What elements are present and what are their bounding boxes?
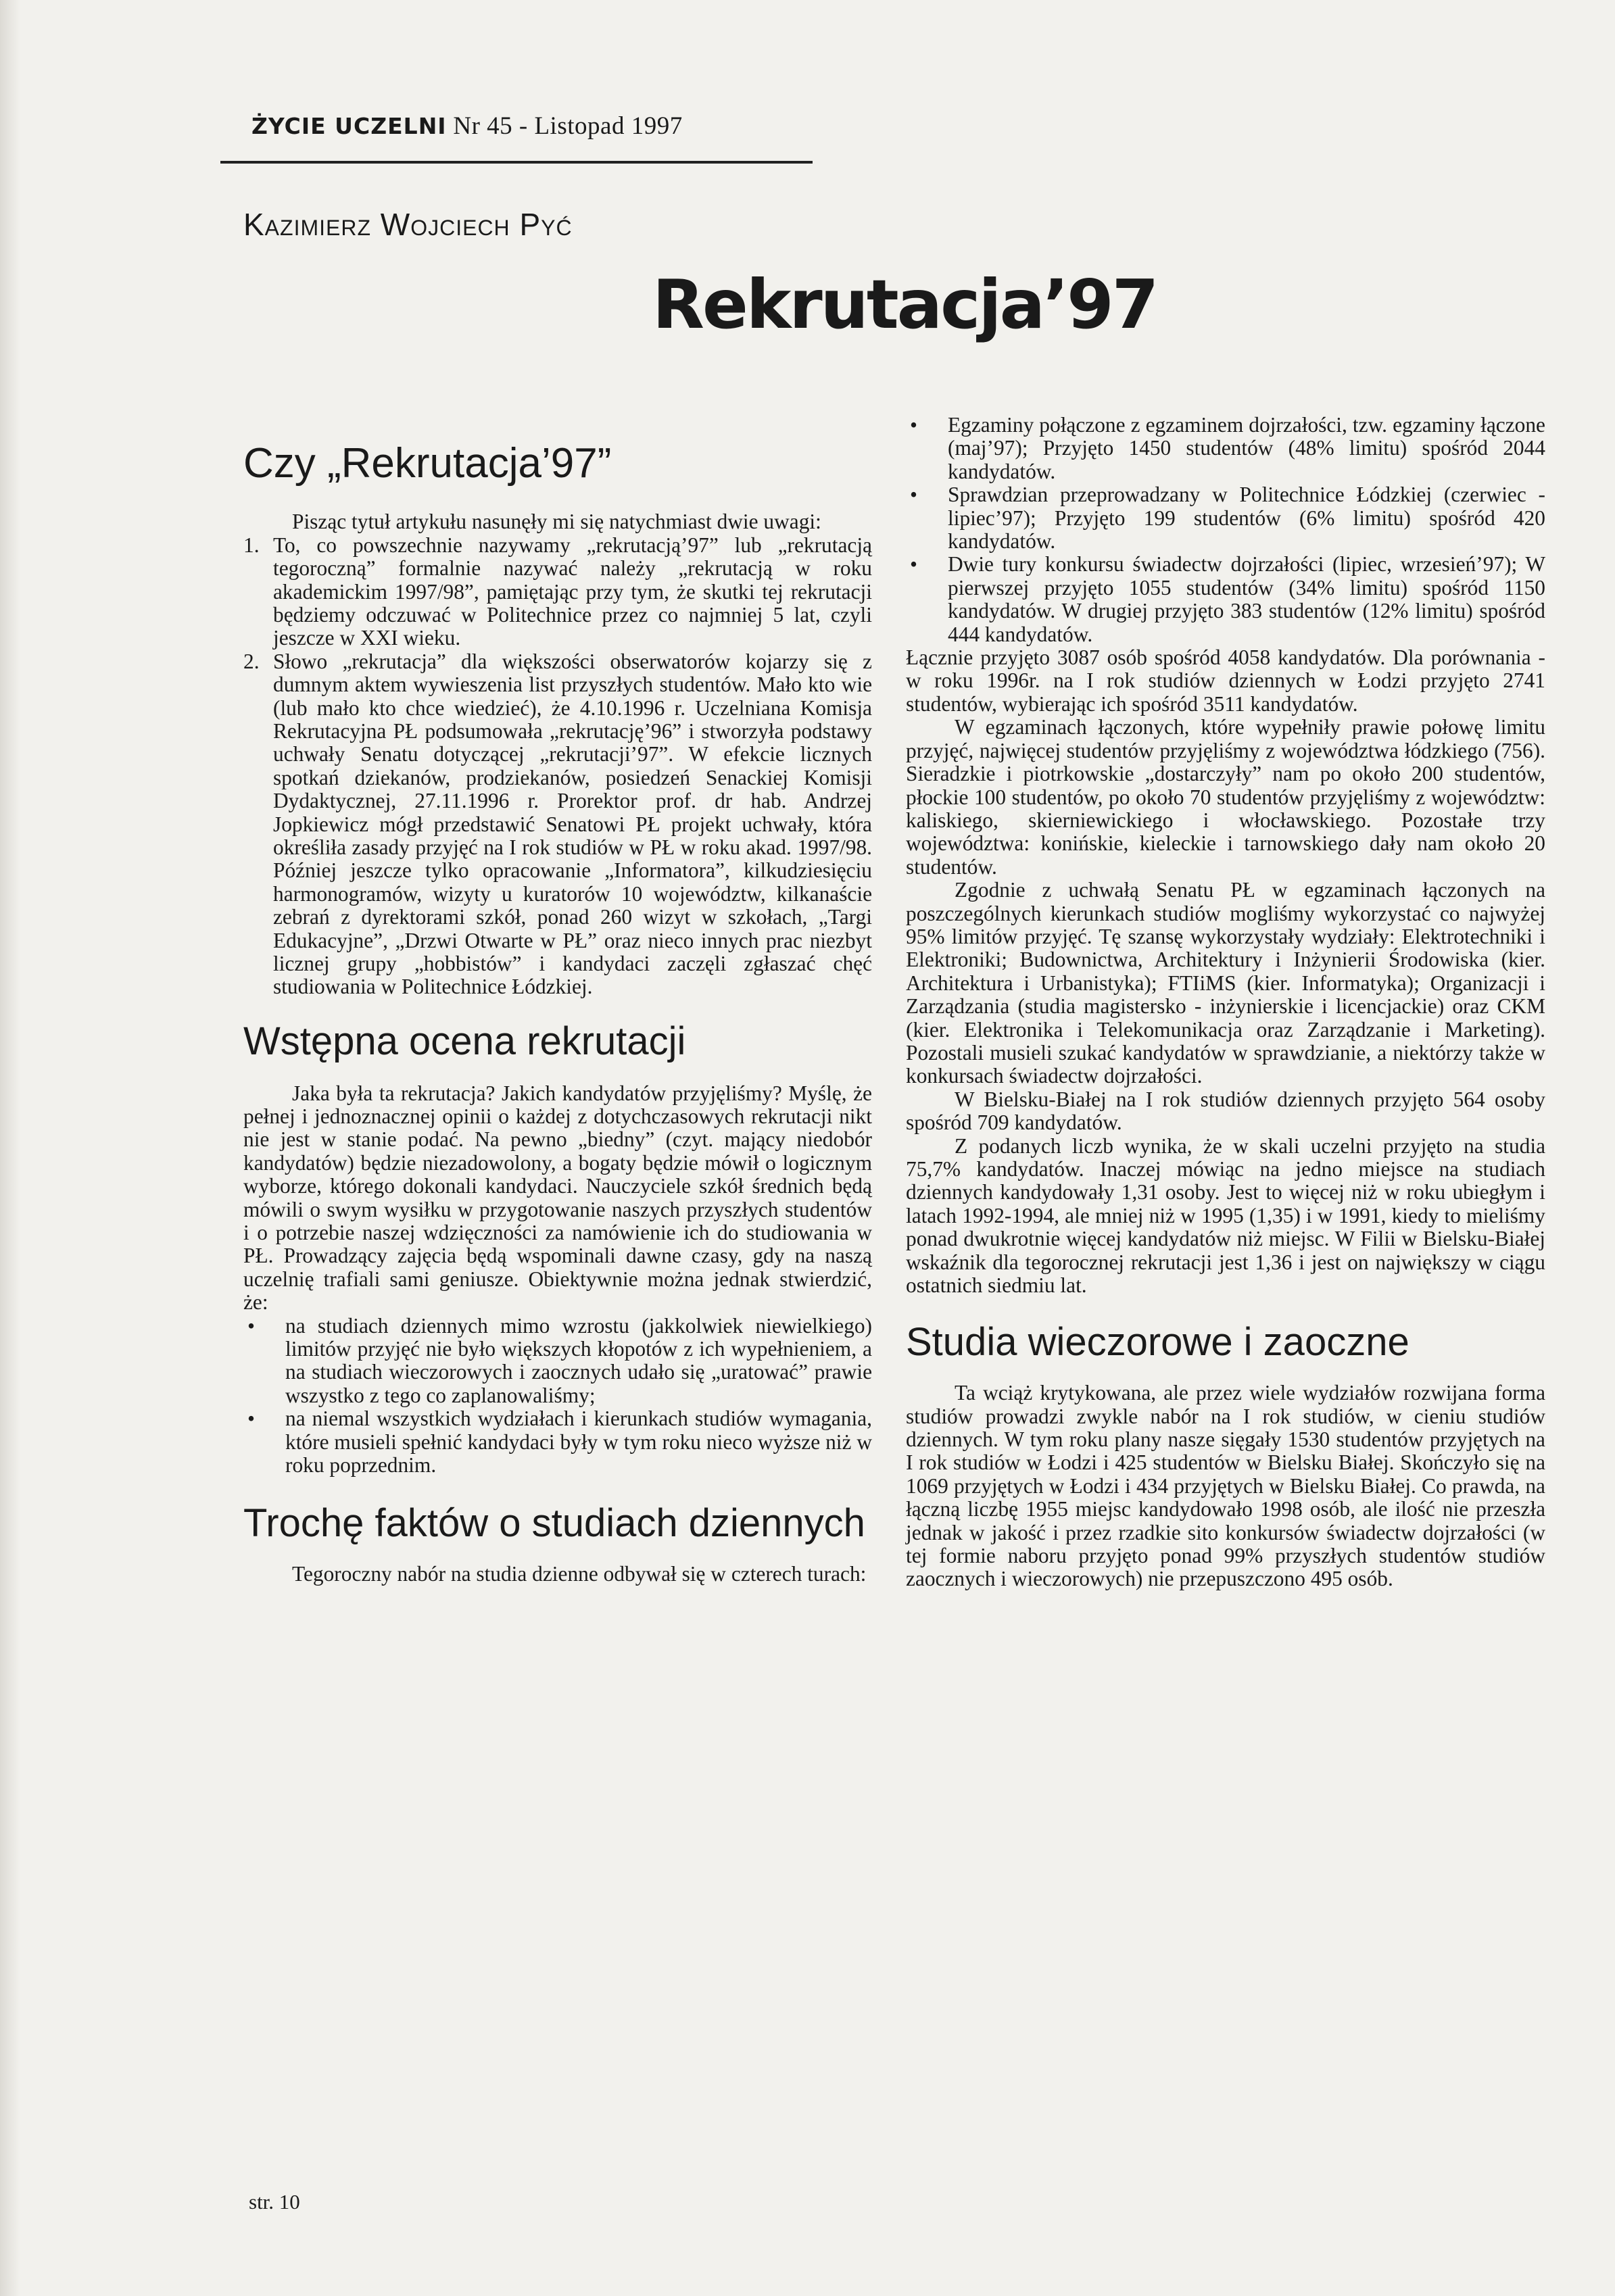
list-item: • na studiach dziennych mimo wzrostu (jakkolwiek niewielkiego) limitów przyjęć nie było większych kłopotów z ich wypełnieniem, a na studiach wieczorowych i zaocznych udało się „uratować” prawie wszystko z tego co zaplanowaliśmy; (285, 1315, 872, 1408)
list-text: Słowo „rekrutacja” dla większości obserwatorów kojarzy się z dumnym aktem wywieszenia list przyszłych studentów. Mało kto wie (lub mało kto chce wiedzieć), że 4.10.1996 r. Uczelniana Komisja Rekrutacyjna PŁ podsumowała „rekrutację’96” i stworzyła podstawy uchwały Senatu dotyczącej „rekrutacji’97”. W efekcie licznych spotkań dziekanów, prodziekanów, posiedzeń Senackiej Komisji Dydaktycznej, 27.11.1996 r. Prorektor prof. dr hab. Andrzej Jopkiewicz mógł przedstawić Senatowi PŁ projekt uchwały, która określiła zasady przyjęć na I rok studiów w PŁ w roku akad. 1997/98. Później jeszcze tylko opracowanie „Informatora”, kilkudziesięciu harmonogramów, wizyty u kuratorów 10 województw, kilkanaście zebrań z dyrektorami szkół, ponad 260 wizyt w szkołach, „Targi Edukacyjne”, „Drzwi Otwarte w PŁ” oraz nieco innych prac niezbyt licznej grupy „hobbistów” i kandydaci zaczęli zgłaszać chęć studiowania w Politechnice Łódzkiej. (273, 649, 872, 999)
author-name: Kazimierz Wojciech Pyć (243, 207, 573, 242)
list-item: • Egzaminy połączone z egzaminem dojrzałości, tzw. egzaminy łączone (maj’97); Przyjęto 1450 studentów (48% limitu) spośród 2044 kandydatów. (948, 414, 1545, 483)
paragraph: Jaka była ta rekrutacja? Jakich kandydatów przyjęliśmy? Myślę, że pełnej i jednoznacznej opinii o każdej z dotychczasowych rekrutacji nikt nie jest w stanie podać. Na pewno „biedny” (czyt. mający niedobór kandydatów) będzie niezadowolony, a bogaty będzie mówił o logicznym wyborze, którego dokonali kandydaci. Nauczyciele szkół średnich będą mówili o swym wysiłku w przygotowanie naszych przyszłych studentów i o potrzebie naszej wdzięczności za namówienie ich do studiowania w PŁ. Prowadzący zajęcia będą wspominali dawne czasy, gdy na naszą uczelnię trafiali sami geniusze. Obiektywnie można jednak stwierdzić, że: (243, 1081, 872, 1315)
paragraph: W Bielsku-Białej na I rok studiów dziennych przyjęto 564 osoby spośród 709 kandydatów. (906, 1087, 1545, 1135)
issue-info: Nr 45 - Listopad 1997 (453, 112, 683, 140)
paragraph: Ta wciąż krytykowana, ale przez wiele wydziałów rozwijana forma studiów prowadzi zwykle nabór na I rok studiów, w cieniu studiów dziennych. W tym roku plany nasze sięgały 1530 studentów przyjętych na I rok studiów w Łodzi i 425 studentów w Bielsku Białej. Skończyło się na 1069 przyjętych w Łodzi i 434 przyjętych w Bielsku Białej. Co prawda, na łączną liczbę 1955 miejsc kandydowało 1998 osób, ale ilość nie przeszła jednak w jakość i przez rzadkie sito konkursów świadectw dojrzałości (w tej formie naboru przyjęto ponad 99% przyszłych studentów studiów zaocznych i wieczorowych) nie przepuszczono 495 osób. (906, 1381, 1545, 1591)
section-heading: Trochę faktów o studiach dziennych (243, 1501, 865, 1546)
article-title: Rekrutacja’97 (652, 265, 1157, 344)
list-item: • na niemal wszystkich wydziałach i kierunkach studiów wymagania, które musieli spełnić kandydaci były w tym roku nieco wyższe niż w roku poprzednim. (285, 1407, 872, 1477)
section-heading: Studia wieczorowe i zaoczne (906, 1320, 1409, 1365)
paragraph: W egzaminach łączonych, które wypełniły prawie połowę limitu przyjęć, najwięcej studentów przyjęliśmy z województwa łódzkiego (756). Sieradzkie i piotrkowskie „dostarczyły” nam po około 200 studentów, płockie 100 studentów, po około 70 studentów przyjęliśmy z województw: kaliskiego, skierniewickiego i włocławskiego. Pozostałe trzy województwa: konińskie, kieleckie i tarnowskiego dały nam około 20 studentów. (906, 715, 1545, 879)
list-item: • Dwie tury konkursu świadectw dojrzałości (lipiec, wrzesień’97); W pierwszej przyjęto 1055 studentów (34% limitu) spośród 1150 kandydatów. W drugiej przyjęto 383 studentów (12% limitu) spośród 444 kandydatów. (948, 553, 1545, 646)
list-text: To, co powszechnie nazywamy „rekrutacją’97” lub „rekrutacją tegoroczną” formalnie nazywać należy „rekrutacją w roku akademickim 1997/98”, pamiętając przy tym, że skutki tej rekrutacji będziemy odczuwać w Politechnice przez co najmniej 5 lat, czyli jeszcze w XXI wieku. (273, 533, 872, 650)
list-number: 2. (243, 649, 260, 673)
paragraph: Tegoroczny nabór na studia dzienne odbywał się w czterech turach: (292, 1562, 867, 1586)
list-number: 1. (243, 533, 260, 557)
bullet-list (906, 414, 1545, 646)
bullet-list (243, 1315, 872, 1477)
magazine-name: ŻYCIE UCZELNI (251, 113, 447, 139)
section-heading: Wstępna ocena rekrutacji (243, 1019, 686, 1063)
paragraph: Pisząc tytuł artykułu nasunęły mi się natychmiast dwie uwagi: (292, 510, 821, 534)
list-item (243, 649, 872, 999)
left-column (243, 439, 872, 1586)
paragraph: Zgodnie z uchwałą Senatu PŁ w egzaminach łączonych na poszczególnych kierunkach studiów mogliśmy wykorzystać co najwyżej 95% limitów przyjęć. Tę szansę wykorzystały wydziały: Elektrotechniki i Elektroniki; Budownictwa, Architektury i Inżynierii Środowiska (kier. Architektura i Urbanistyka); FTIiMS (kier. Informatyka); Organizacji i Zarządzania (studia magistersko - inżynierskie i licencjackie) oraz CKM (kier. Elektronika i Telekomunikacja oraz Zarządzanie i Marketing). Pozostali musieli szukać kandydatów w sprawdzianie, a niektórzy także w konkursach świadectw dojrzałości. (906, 878, 1545, 1088)
page-number: str. 10 (249, 2190, 300, 2214)
list-item: • Sprawdzian przeprowadzany w Politechnice Łódzkiej (czerwiec - lipiec’97); Przyjęto 199 studentów (6% limitu) spośród 420 kandydatów. (948, 483, 1545, 553)
numbered-list (243, 534, 872, 999)
paragraph: Z podanych liczb wynika, że w skali uczelni przyjęto na studia 75,7% kandydatów. Inaczej mówiąc na jedno miejsce na studiach dziennych kandydowały 1,31 osoby. Jest to więcej niż w roku ubiegłym i latach 1992-1994, ale mniej niż w 1995 (1,35) i w 1991, kiedy to mieliśmy ponad dwukrotnie więcej kandydatów niż miejsc. W Filii w Bielsku-Białej wskaźnik dla tegorocznej rekrutacji jest 1,36 i jest on największy w ciągu ostatnich siedmiu lat. (906, 1133, 1545, 1298)
paragraph: Łącznie przyjęto 3087 osób spośród 4058 kandydatów. Dla porównania - w roku 1996r. na I rok studiów dziennych w Łodzi przyjęto 2741 studentów, wybierając ich spośród 3511 kandydatów. (906, 645, 1545, 716)
list-item (243, 533, 872, 650)
right-column (906, 414, 1545, 1591)
running-header (251, 112, 683, 141)
section-heading: Czy „Rekrutacja’97” (243, 440, 612, 487)
page-edge (0, 0, 20, 2296)
header-rule (220, 161, 813, 164)
